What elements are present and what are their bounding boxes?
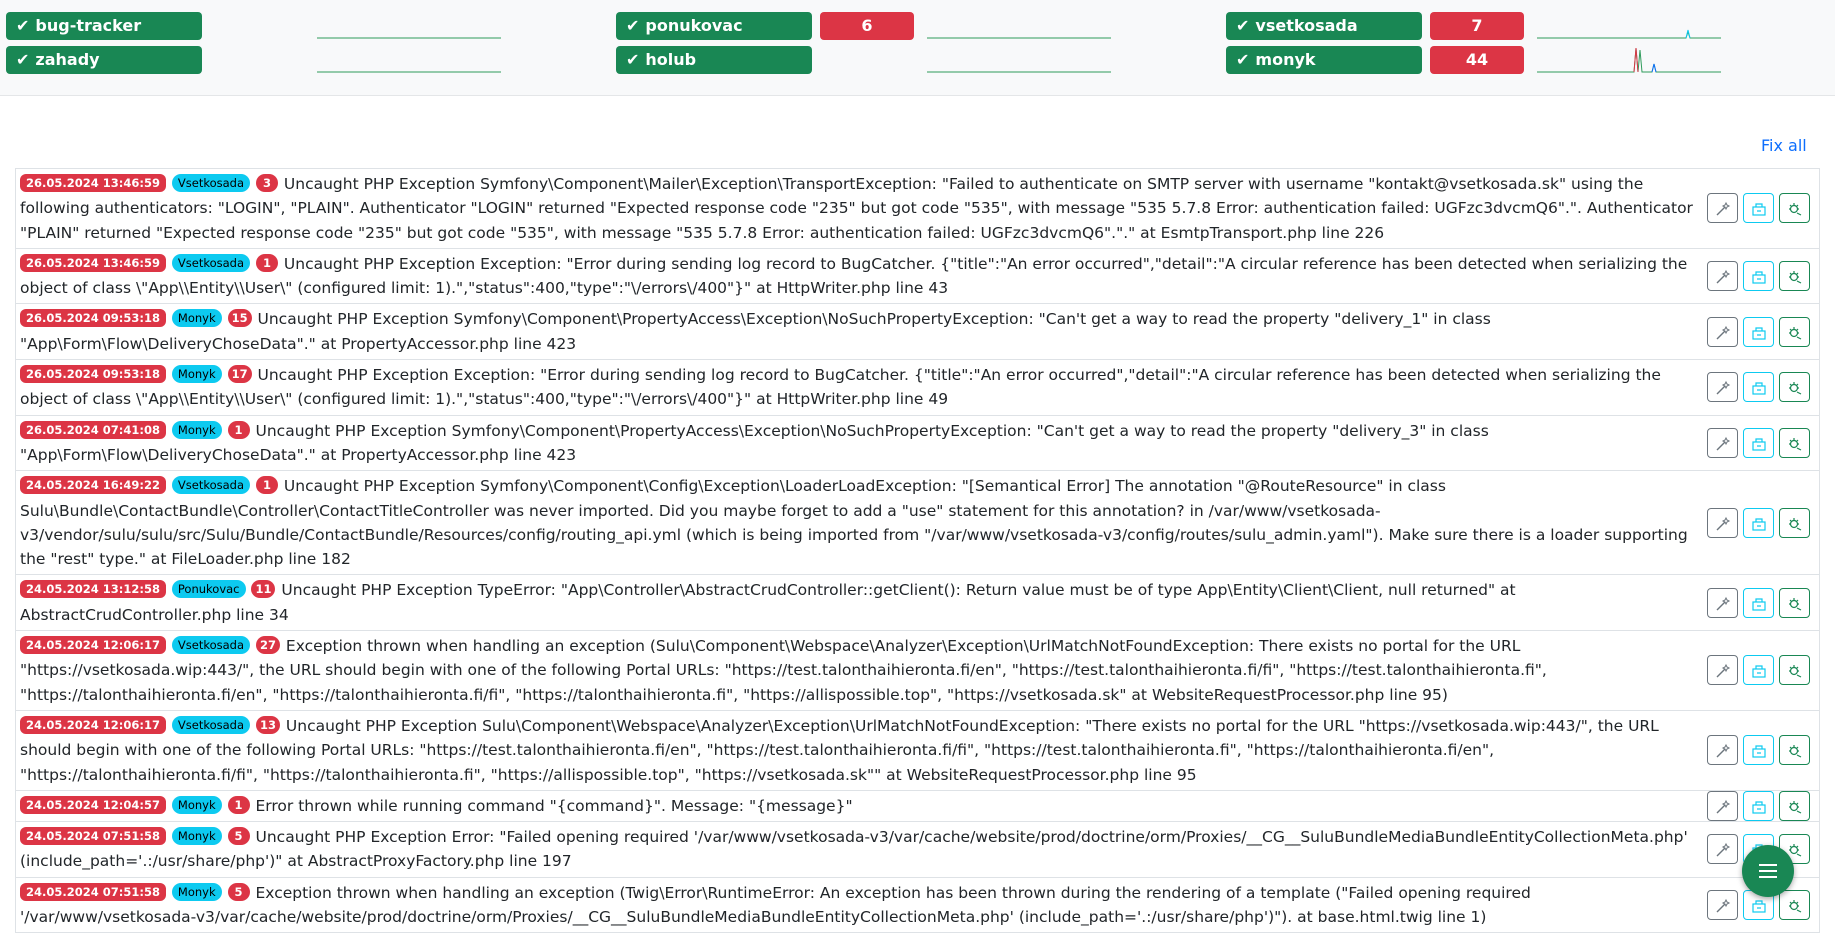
check-icon: ✔ <box>1236 50 1250 69</box>
check-icon: ✔ <box>1236 16 1250 35</box>
archive-button[interactable] <box>1743 735 1774 765</box>
wand-icon <box>1715 799 1731 815</box>
error-message: Uncaught PHP Exception Symfony\Component\PropertyAccess\Exception\NoSuchPropertyException: "Can't get a way to read the property "delivery_3" in class "App\Form\Flow\DeliveryChoseData"." at PropertyAccessor.php line 423 <box>20 421 1489 464</box>
resolve-button[interactable] <box>1707 890 1738 920</box>
row-actions <box>1707 791 1812 821</box>
error-date-badge: 26.05.2024 13:46:59 <box>20 174 166 192</box>
wand-icon <box>1715 269 1731 285</box>
wand-icon <box>1715 842 1731 858</box>
project-name: zahady <box>35 50 100 69</box>
fix-button[interactable] <box>1779 261 1810 291</box>
error-count-badge: 17 <box>228 365 252 383</box>
resolve-button[interactable] <box>1707 372 1738 402</box>
error-project-badge[interactable]: Vsetkosada <box>172 716 250 734</box>
resolve-button[interactable] <box>1707 588 1738 618</box>
error-row[interactable] <box>15 711 1820 791</box>
error-count-badge[interactable]: 6 <box>820 12 914 40</box>
error-date-badge: 26.05.2024 07:41:08 <box>20 421 166 439</box>
error-message: Uncaught PHP Exception Symfony\Component\Config\Exception\LoaderLoadException: "[Semantical Error] The annotation "@RouteResource" in class Sulu\Bundle\ContactBundle\Controller\ContactTitleController was never imported. Did you maybe forget to add a "use" statement for this annotation? in /var/www/vsetkosada-v3/vendor/sulu/sulu/src/Sulu/Bundle/ContactBundle/Resources/config/routing_api.yml (which is being imported from "/var/www/vsetkosada-v3/config/routes/sulu_admin.yaml"). Make sure there is a loader supporting the "rest" type." at FileLoader.php line 182 <box>20 477 1688 569</box>
fix-button[interactable] <box>1779 508 1810 538</box>
wand-icon <box>1715 201 1731 217</box>
bug-fix-icon <box>1787 380 1803 396</box>
resolve-button[interactable] <box>1707 261 1738 291</box>
resolve-button[interactable] <box>1707 193 1738 223</box>
resolve-button[interactable] <box>1707 655 1738 685</box>
archive-button[interactable] <box>1743 372 1774 402</box>
error-row[interactable] <box>15 791 1820 822</box>
error-message-block <box>20 825 1699 874</box>
error-count-badge: 5 <box>228 883 250 901</box>
archive-button[interactable] <box>1743 428 1774 458</box>
error-row[interactable] <box>15 575 1820 631</box>
bug-fix-icon <box>1787 269 1803 285</box>
check-icon: ✔ <box>16 16 30 35</box>
error-message-block <box>20 794 1699 818</box>
project-name: ponukovac <box>645 16 743 35</box>
error-row[interactable] <box>15 471 1820 575</box>
sparkline <box>1532 12 1726 40</box>
error-count-badge: 1 <box>228 421 250 439</box>
bug-fix-icon <box>1787 201 1803 217</box>
hamburger-icon <box>1759 864 1777 866</box>
project-name: vsetkosada <box>1255 16 1358 35</box>
check-icon: ✔ <box>626 50 640 69</box>
error-project-badge[interactable]: Monyk <box>172 827 222 845</box>
row-actions <box>1707 735 1812 765</box>
error-project-badge[interactable]: Ponukovac <box>172 580 246 598</box>
archive-button[interactable] <box>1743 261 1774 291</box>
bug-fix-icon <box>1787 743 1803 759</box>
menu-button[interactable] <box>1742 845 1794 897</box>
bug-fix-icon <box>1787 325 1803 341</box>
error-count-badge: 1 <box>256 476 278 494</box>
archive-icon <box>1751 596 1767 612</box>
row-actions <box>1707 655 1812 685</box>
fix-button[interactable] <box>1779 588 1810 618</box>
error-date-badge: 24.05.2024 12:06:17 <box>20 716 166 734</box>
archive-icon <box>1751 799 1767 815</box>
wand-icon <box>1715 436 1731 452</box>
error-date-badge: 26.05.2024 13:46:59 <box>20 254 166 272</box>
wand-icon <box>1715 663 1731 679</box>
resolve-button[interactable] <box>1707 735 1738 765</box>
row-actions <box>1707 261 1812 291</box>
resolve-button[interactable] <box>1707 428 1738 458</box>
error-project-badge[interactable]: Vsetkosada <box>172 476 250 494</box>
fix-button[interactable] <box>1779 193 1810 223</box>
sparkline <box>312 46 506 74</box>
project-button[interactable] <box>616 12 812 40</box>
bug-fix-icon <box>1787 516 1803 532</box>
error-message: Uncaught PHP Exception TypeError: "App\Controller\AbstractCrudController::getClient(): Return value must be of type App\Entity\Client\Client, null returned" at AbstractCrudController.php line 34 <box>20 581 1516 624</box>
fix-button[interactable] <box>1779 655 1810 685</box>
error-project-badge[interactable]: Monyk <box>172 796 222 814</box>
error-project-badge[interactable]: Monyk <box>172 309 222 327</box>
error-date-badge: 26.05.2024 09:53:18 <box>20 309 166 327</box>
error-count-badge: 3 <box>256 174 278 192</box>
error-message-block <box>20 881 1699 930</box>
archive-icon <box>1751 269 1767 285</box>
error-row[interactable] <box>15 822 1820 878</box>
error-row[interactable] <box>15 360 1820 416</box>
resolve-button[interactable] <box>1707 834 1738 864</box>
project-name: bug-tracker <box>35 16 142 35</box>
wand-icon <box>1715 596 1731 612</box>
bug-fix-icon <box>1787 436 1803 452</box>
error-count-badge: 27 <box>256 636 280 654</box>
error-date-badge: 24.05.2024 12:04:57 <box>20 796 166 814</box>
error-date-badge: 24.05.2024 13:12:58 <box>20 580 166 598</box>
error-message: Exception thrown when handling an exception (Twig\Error\RuntimeError: An exception has been thrown during the rendering of a template ("Failed opening required '/var/www/vsetkosada-v3/var/cache/website/prod/doctrine/orm/Proxies/__CG__SuluBundleMediaBundleEntityCollectionMeta.php' (include_path='.:/usr/share/php')"). at base.html.twig line 1) <box>20 883 1531 927</box>
project-button[interactable] <box>6 12 202 40</box>
error-date-badge: 24.05.2024 16:49:22 <box>20 476 166 494</box>
wand-icon <box>1715 743 1731 759</box>
archive-icon <box>1751 663 1767 679</box>
error-list <box>15 168 1820 933</box>
archive-button[interactable] <box>1743 193 1774 223</box>
bug-fix-icon <box>1787 898 1803 914</box>
error-message-block <box>20 363 1699 412</box>
error-row[interactable] <box>15 416 1820 472</box>
error-message-block <box>20 419 1699 468</box>
error-message: Uncaught PHP Exception Symfony\Component\PropertyAccess\Exception\NoSuchPropertyException: "Can't get a way to read the property "delivery_1" in class "App\Form\Flow\DeliveryChoseData"." at PropertyAccessor.php line 423 <box>20 310 1491 353</box>
error-date-badge: 24.05.2024 07:51:58 <box>20 883 166 901</box>
error-date-badge: 24.05.2024 12:06:17 <box>20 636 166 654</box>
error-project-badge[interactable]: Vsetkosada <box>172 636 250 654</box>
check-icon: ✔ <box>16 50 30 69</box>
archive-icon <box>1751 380 1767 396</box>
archive-icon <box>1751 201 1767 217</box>
archive-icon <box>1751 743 1767 759</box>
archive-icon <box>1751 516 1767 532</box>
error-project-badge[interactable]: Monyk <box>172 883 222 901</box>
error-count-badge: 1 <box>228 796 250 814</box>
error-count-badge: 1 <box>256 254 278 272</box>
error-project-badge[interactable]: Monyk <box>172 421 222 439</box>
error-message: Uncaught PHP Exception Exception: "Error during sending log record to BugCatcher. {"title":"An error occurred","detail":"A circular reference has been detected when serializing the object of class \"App\\Entity\\User\" (configured limit: 1).","status":400,"type":"\/errors\/400"}" at HttpWriter.php line 43 <box>20 254 1688 298</box>
fix-button[interactable] <box>1779 735 1810 765</box>
project-button[interactable] <box>616 46 812 74</box>
error-message-block <box>20 578 1699 627</box>
row-actions <box>1707 508 1812 538</box>
error-row[interactable] <box>15 631 1820 711</box>
fix-button[interactable] <box>1779 890 1810 920</box>
fix-all-link[interactable]: Fix all <box>1761 136 1807 155</box>
error-message-block <box>20 474 1699 571</box>
error-count-badge[interactable]: 44 <box>1430 46 1524 74</box>
error-project-badge[interactable]: Monyk <box>172 365 222 383</box>
error-message: Uncaught PHP Exception Sulu\Component\Webspace\Analyzer\Exception\UrlMatchNotFoundException: "There exists no portal for the URL "https://vsetkosada.wip:443/", the URL should begin with one of the following Portal URLs: "https://test.talonthaihieronta.fi/en", "https://test.talonthaihieronta.fi/fi", "https://test.talonthaihieronta.fi", "https://talonthaihieronta.fi/en", "https://talonthaihieronta.fi/fi", "https://talonthaihieronta.fi", "https://allispossible.top", "https://vsetkosada.sk"" at WebsiteRequestProcessor.php line 95 <box>20 716 1659 784</box>
row-actions <box>1707 588 1812 618</box>
archive-button[interactable] <box>1743 655 1774 685</box>
error-count-badge: 13 <box>256 716 280 734</box>
error-date-badge: 24.05.2024 07:51:58 <box>20 827 166 845</box>
sparkline <box>922 12 1116 40</box>
fix-button[interactable] <box>1779 372 1810 402</box>
archive-icon <box>1751 325 1767 341</box>
resolve-button[interactable] <box>1707 317 1738 347</box>
error-message: Uncaught PHP Exception Symfony\Component\Mailer\Exception\TransportException: "Failed to authenticate on SMTP server with username "kontakt@vsetkosada.sk" using the following authenticators: "LOGIN", "PLAIN". Authenticator "LOGIN" returned "Expected response code "235" but got code "535", with message "535 5.7.8 Error: authentication failed: UGFzc3dvcmQ6".". Authenticator "PLAIN" returned "Expected response code "235" but got code "535", with message "535 5.7.8 Error: authentication failed: UGFzc3dvcmQ6"."." at EsmtpTransport.php line 226 <box>20 175 1693 242</box>
fix-button[interactable] <box>1779 791 1810 821</box>
archive-button[interactable] <box>1743 791 1774 821</box>
error-message-block <box>20 172 1699 245</box>
error-row[interactable] <box>15 249 1820 305</box>
project-bar <box>0 0 1835 96</box>
bug-fix-icon <box>1787 663 1803 679</box>
error-count-badge: 5 <box>228 827 250 845</box>
error-message: Uncaught PHP Exception Exception: "Error during sending log record to BugCatcher. {"title":"An error occurred","detail":"A circular reference has been detected when serializing the object of class \"App\\Entity\\User\" (configured limit: 1).","status":400,"type":"\/errors\/400"}" at HttpWriter.php line 49 <box>20 366 1661 409</box>
project-button[interactable] <box>1226 12 1422 40</box>
project-button[interactable] <box>1226 46 1422 74</box>
error-message-block <box>20 634 1699 707</box>
wand-icon <box>1715 325 1731 341</box>
row-actions <box>1707 372 1812 402</box>
archive-button[interactable] <box>1743 317 1774 347</box>
error-message-block <box>20 714 1699 787</box>
error-count-badge: 11 <box>251 580 275 598</box>
archive-button[interactable] <box>1743 508 1774 538</box>
resolve-button[interactable] <box>1707 791 1738 821</box>
bug-fix-icon <box>1787 799 1803 815</box>
project-name: holub <box>645 50 697 69</box>
error-count-badge: 15 <box>228 309 252 327</box>
error-row[interactable] <box>15 878 1820 934</box>
error-message-block <box>20 252 1699 301</box>
error-row[interactable] <box>15 169 1820 249</box>
sparkline <box>1532 46 1726 74</box>
row-actions <box>1707 428 1812 458</box>
fix-button[interactable] <box>1779 428 1810 458</box>
project-name: monyk <box>1255 50 1316 69</box>
error-message: Exception thrown when handling an exception (Sulu\Component\Webspace\Analyzer\Exception\UrlMatchNotFoundException: There exists no portal for the URL "https://vsetkosada.wip:443/", the URL should begin with one of the following Portal URLs: "https://test.talonthaihieronta.fi/en", "https://test.talonthaihieronta.fi/fi", "https://test.talonthaihieronta.fi", "https://talonthaihieronta.fi/en", "https://talonthaihieronta.fi/fi", "https://talonthaihieronta.fi", "https://allispossible.top", "https://vsetkosada.sk" at WebsiteRequestProcessor.php line 95) <box>20 637 1547 704</box>
error-project-badge[interactable]: Vsetkosada <box>172 254 250 272</box>
resolve-button[interactable] <box>1707 508 1738 538</box>
error-project-badge[interactable]: Vsetkosada <box>172 174 250 192</box>
error-date-badge: 26.05.2024 09:53:18 <box>20 365 166 383</box>
row-actions <box>1707 317 1812 347</box>
check-icon: ✔ <box>626 16 640 35</box>
wand-icon <box>1715 516 1731 532</box>
error-message: Uncaught PHP Exception Error: "Failed opening required '/var/www/vsetkosada-v3/var/cache/website/prod/doctrine/orm/Proxies/__CG__SuluBundleMediaBundleEntityCollectionMeta.php' (include_path='.:/usr/share/php')" at AbstractProxyFactory.php line 197 <box>20 828 1688 871</box>
wand-icon <box>1715 380 1731 396</box>
sparkline <box>922 46 1116 74</box>
error-message: Error thrown while running command "{command}". Message: "{message}" <box>255 796 853 815</box>
error-count-badge[interactable]: 7 <box>1430 12 1524 40</box>
fix-button[interactable] <box>1779 317 1810 347</box>
archive-button[interactable] <box>1743 588 1774 618</box>
archive-icon <box>1751 436 1767 452</box>
row-actions <box>1707 193 1812 223</box>
project-button[interactable] <box>6 46 202 74</box>
wand-icon <box>1715 898 1731 914</box>
archive-icon <box>1751 898 1767 914</box>
error-row[interactable] <box>15 304 1820 360</box>
sparkline <box>312 12 506 40</box>
bug-fix-icon <box>1787 596 1803 612</box>
error-message-block <box>20 307 1699 356</box>
